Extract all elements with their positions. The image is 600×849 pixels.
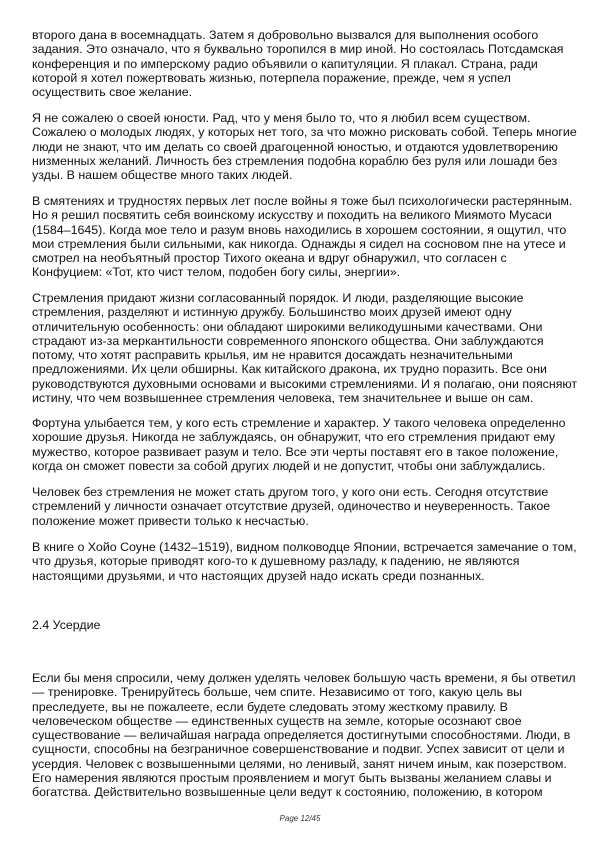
section-heading: 2.4 Усердие: [32, 618, 101, 632]
text-line: Если бы меня спросили, чему должен уделять человек большую часть времени, я бы ответил: [32, 671, 576, 685]
paragraph-5: [32, 416, 566, 473]
text-line: хорошие друзья. Никогда не заблуждаясь, он обнаружит, что его стремления придают ему: [32, 430, 556, 445]
text-line: мужество, которое развивает разум и тело. Все эти черты поставят его в такое положение,: [32, 444, 559, 459]
text-line: богатства. Действительно возвышенные цели ведут к состоянию, положению, в котором: [32, 785, 543, 800]
text-line: Но я решил посвятить себя воинскому искусству и походить на великого Миямото Мусаси: [32, 208, 552, 223]
text-line: низменных желаний. Личность без стремления подобна кораблю без руля или лошади без: [32, 153, 558, 168]
text-line: Сожалею о молодых людях, у которых нет того, за что можно рисковать собой. Теперь многие: [32, 125, 577, 140]
text-line: В книге о Хойо Соуне (1432–1519), видном полководце Японии, встречается замечание о том,: [32, 540, 577, 554]
text-line: стремления, разделяют и истинную дружбу. Большинство моих друзей имеют одну: [32, 305, 512, 320]
text-line: В смятениях и трудностях первых лет после войны я тоже был психологически растерянным.: [32, 194, 573, 208]
text-line: которой я хотел пожертвовать жизнью, потерпела поражение, прежде, чем я успел: [32, 70, 511, 85]
text-line: истину, что чем возвышеннее стремления человека, тем значительнее и выше он сам.: [32, 391, 534, 406]
text-line: Я не сожалею о своей юности. Рад, что у меня было то, что я любил всем существом.: [32, 111, 531, 125]
page-number-footer: Page 12/45: [279, 814, 321, 823]
text-line: предложениями. Их цели обширны. Как китайского дракона, их трудно поразить. Все они: [32, 362, 547, 377]
text-line: руководствуются духовными основами и высокими стремлениями. И я полагаю, они поясняют: [32, 376, 578, 391]
text-line: задания. Это означало, что я буквально торопился в мир иной. Но состоялась Потсдамская: [32, 42, 564, 57]
text-line: когда он сможет повести за собой других людей и не допустит, чтобы они заблуждались.: [32, 458, 546, 473]
text-line: положение может привести только к несчастью.: [32, 513, 309, 528]
text-line: Его намерения являются простым проявлением и могут быть вызваны желанием славы и: [32, 771, 552, 786]
text-line: Стремления придают жизни согласованный порядок. И люди, разделяющие высокие: [32, 291, 524, 305]
text-line: настоящими друзьями, и что настоящих друзей надо искать среди познанных.: [32, 568, 485, 583]
text-line: существование — величайшая награда определяется достигнутыми способностями. Люди, в: [32, 728, 571, 743]
text-line: люди не знают, что им делать со своей драгоценной юностью, и отдаются удовлетворению: [32, 139, 558, 154]
paragraph-8: [32, 671, 576, 800]
text-line: узды. В нашем обществе много таких людей.: [32, 168, 293, 183]
text-line: что друзья, которые приводят кого-то к душевному разладу, к падению, не являются: [32, 554, 520, 569]
text-line: — тренировке. Тренируйтесь больше, чем спите. Независимо от того, какую цель вы: [32, 685, 523, 700]
text-line: усердия. Человек с возвышенными целями, но ленивый, занят ничем иным, как позерством.: [32, 756, 567, 771]
text-line: преследуете, вы не пожалеете, если будете следовать этому жесткому правилу. В: [32, 699, 508, 714]
text-line: Конфуцием: «Тот, кто чист телом, подобен богу силы, энергии».: [32, 265, 401, 280]
paragraph-4: [32, 291, 577, 405]
paragraph-6: [32, 485, 550, 528]
text-line: отличительную особенность: они обладают широкими великодушными качествами. Они: [32, 319, 543, 334]
text-line: страдают из-за меркантильности современного японского общества. Они заблуждаются: [32, 333, 544, 348]
text-line: второго дана в восемнадцать. Затем я добровольно вызвался для выполнения особого: [32, 28, 539, 42]
paragraph-2: [32, 111, 577, 182]
text-line: мои стремления были сильными, как никогда. Однажды я сидел на сосновом пне на утесе и: [32, 236, 566, 251]
text-line: (1584–1645). Когда мое тело и разум вновь находились в хорошем состоянии, я ощутил, что: [32, 222, 567, 237]
text-line: потому, что хотят расправить крылья, им не нравится досаждать незначительными: [32, 348, 513, 363]
text-line: Человек без стремления не может стать другом того, у кого они есть. Сегодня отсутствие: [32, 485, 549, 499]
text-line: Фортуна улыбается тем, у кого есть стремление и характер. У такого человека определенно: [32, 416, 566, 430]
text-line: смотрел на необъятный простор Тихого океана и вдруг обнаружил, что согласен с: [32, 251, 507, 266]
paragraph-3: [32, 194, 572, 280]
text-line: стремлений у личности означает отсутствие друзей, одиночество и неуверенность. Такое: [32, 499, 551, 514]
text-line: осуществить свое желание.: [32, 85, 193, 100]
text-line: конференция и по имперскому радио объявили о капитуляции. Я плакал. Страна, ради: [32, 56, 538, 71]
text-line: человеческом обществе — единственных существ на земле, которые осознают свое: [32, 713, 522, 728]
paragraph-7: [32, 540, 577, 583]
text-line: сущности, способны на безграничное совершенствование и подвиг. Успех зависит от цели и: [32, 742, 565, 757]
paragraph-1: [32, 28, 563, 99]
